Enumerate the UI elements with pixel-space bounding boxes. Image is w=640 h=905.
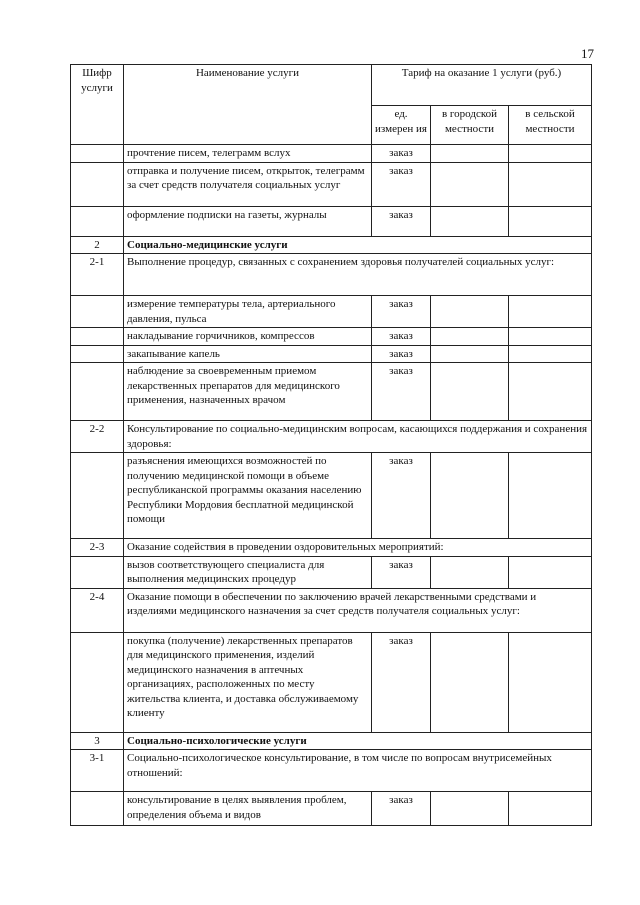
cell-rural-price [509, 363, 592, 421]
cell-code [71, 453, 124, 539]
cell-service-name: покупка (получение) лекарственных препаратов для медицинского применения, изделий медицинского назначения в аптечных организациях, расположенных по месту жительства клиента, и доставка обслуживаемому клиенту [124, 632, 372, 732]
cell-service-name: отправка и получение писем, открыток, телеграмм за счет средств получателя социальных услуг [124, 162, 372, 206]
cell-unit: заказ [372, 556, 431, 588]
cell-city-price [431, 145, 509, 163]
cell-unit: заказ [372, 632, 431, 732]
page-number: 17 [581, 46, 594, 61]
header-name: Наименование услуги [124, 65, 372, 145]
table-body [71, 65, 592, 826]
group-title: Оказание содействия в проведении оздоровительных мероприятий: [124, 539, 592, 557]
section-row [71, 236, 592, 254]
header-row [71, 65, 592, 106]
cell-city-price [431, 453, 509, 539]
cell-code [71, 162, 124, 206]
cell-service-name: закапывание капель [124, 345, 372, 363]
group-title: Консультирование по социально-медицинским вопросам, касающихся поддержания и сохранения здоровья: [124, 421, 592, 453]
group-title: Оказание помощи в обеспечении по заключению врачей лекарственными средствами и изделиями медицинского назначения за счет средств получателя социальных услуг: [124, 588, 592, 632]
table-row [71, 363, 592, 421]
cell-service-name: прочтение писем, телеграмм вслух [124, 145, 372, 163]
cell-city-price [431, 556, 509, 588]
cell-city-price [431, 632, 509, 732]
table-row [71, 145, 592, 163]
group-title: Выполнение процедур, связанных с сохранением здоровья получателей социальных услуг: [124, 254, 592, 296]
table-row [71, 328, 592, 346]
header-code: Шифр услуги [71, 65, 124, 145]
cell-rural-price [509, 296, 592, 328]
cell-city-price [431, 328, 509, 346]
cell-service-name: наблюдение за своевременным приемом лекарственных препаратов для медицинского применения, назначенных врачом [124, 363, 372, 421]
section-title: Социально-медицинские услуги [124, 236, 592, 254]
cell-rural-price [509, 556, 592, 588]
cell-rural-price [509, 206, 592, 236]
tariff-table [70, 64, 592, 826]
table-row [71, 453, 592, 539]
cell-code [71, 145, 124, 163]
header-city: в городской местности [431, 106, 509, 145]
cell-rural-price [509, 328, 592, 346]
table-row [71, 162, 592, 206]
table-row [71, 296, 592, 328]
group-row [71, 254, 592, 296]
section-title: Социально-психологические услуги [124, 732, 592, 750]
cell-rural-price [509, 145, 592, 163]
cell-unit: заказ [372, 453, 431, 539]
cell-code [71, 345, 124, 363]
cell-code [71, 296, 124, 328]
group-row [71, 539, 592, 557]
header-rural: в сельской местности [509, 106, 592, 145]
cell-unit: заказ [372, 162, 431, 206]
cell-city-price [431, 296, 509, 328]
cell-rural-price [509, 345, 592, 363]
table-row [71, 632, 592, 732]
cell-code: 2-2 [71, 421, 124, 453]
cell-unit: заказ [372, 345, 431, 363]
cell-code: 2-4 [71, 588, 124, 632]
cell-unit: заказ [372, 363, 431, 421]
cell-service-name: измерение температуры тела, артериального давления, пульса [124, 296, 372, 328]
cell-unit: заказ [372, 328, 431, 346]
cell-code [71, 792, 124, 826]
cell-city-price [431, 345, 509, 363]
header-unit: ед. измерен ия [372, 106, 431, 145]
cell-rural-price [509, 162, 592, 206]
cell-city-price [431, 206, 509, 236]
cell-rural-price [509, 453, 592, 539]
cell-unit: заказ [372, 145, 431, 163]
cell-code: 2 [71, 236, 124, 254]
cell-code: 2-1 [71, 254, 124, 296]
cell-code [71, 632, 124, 732]
cell-unit: заказ [372, 206, 431, 236]
cell-city-price [431, 162, 509, 206]
cell-unit: заказ [372, 792, 431, 826]
cell-code [71, 328, 124, 346]
cell-service-name: вызов соответствующего специалиста для выполнения медицинских процедур [124, 556, 372, 588]
cell-rural-price [509, 792, 592, 826]
cell-city-price [431, 363, 509, 421]
group-row [71, 588, 592, 632]
cell-code: 3-1 [71, 750, 124, 792]
cell-code: 3 [71, 732, 124, 750]
cell-unit: заказ [372, 296, 431, 328]
cell-service-name: накладывание горчичников, компрессов [124, 328, 372, 346]
cell-city-price [431, 792, 509, 826]
cell-code [71, 556, 124, 588]
cell-code [71, 206, 124, 236]
cell-service-name: разъяснения имеющихся возможностей по получению медицинской помощи в объеме республиканской программы оказания населению Республики Мордовия бесплатной медицинской помощи [124, 453, 372, 539]
cell-code: 2-3 [71, 539, 124, 557]
group-title: Социально-психологическое консультирование, в том числе по вопросам внутрисемейных отношений: [124, 750, 592, 792]
cell-code [71, 363, 124, 421]
table-row [71, 792, 592, 826]
table-row [71, 206, 592, 236]
section-row [71, 732, 592, 750]
group-row [71, 421, 592, 453]
cell-service-name: оформление подписки на газеты, журналы [124, 206, 372, 236]
cell-rural-price [509, 632, 592, 732]
table-row [71, 556, 592, 588]
cell-service-name: консультирование в целях выявления проблем, определения объема и видов [124, 792, 372, 826]
group-row [71, 750, 592, 792]
header-tariff: Тариф на оказание 1 услуги (руб.) [372, 65, 592, 106]
table-row [71, 345, 592, 363]
